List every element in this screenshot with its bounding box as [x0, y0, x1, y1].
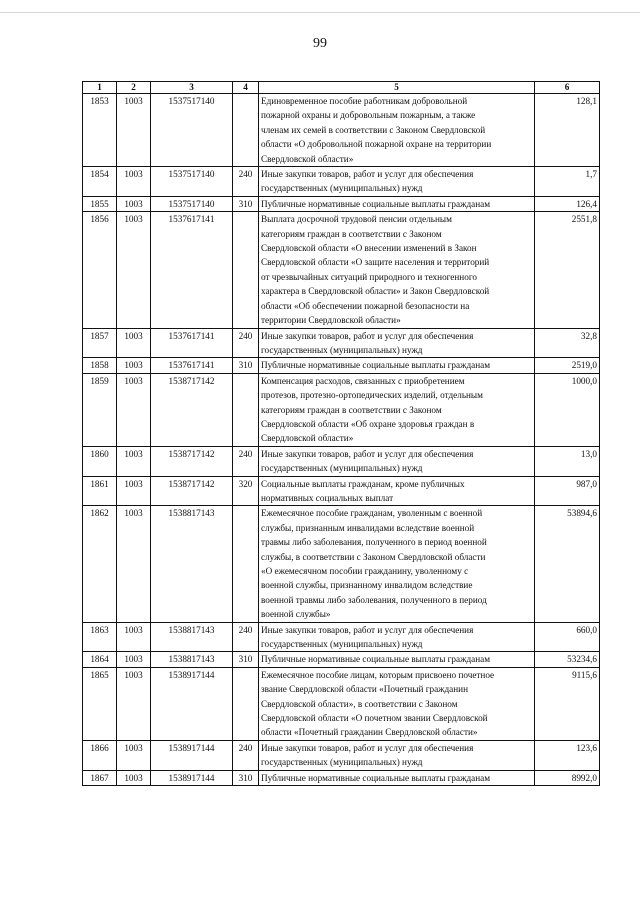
section-code: 1003: [117, 167, 151, 197]
amount: 128,1: [535, 94, 600, 167]
description-line: области «Почетный гражданин Свердловской области»: [261, 727, 478, 738]
expense-description: [259, 94, 535, 167]
amount: 1,7: [535, 167, 600, 197]
row-number: 1861: [83, 476, 117, 506]
page-top-rule: [0, 12, 640, 13]
section-code: 1003: [117, 328, 151, 358]
row-number: 1859: [83, 373, 117, 446]
section-code: 1003: [117, 740, 151, 770]
table-row: [83, 667, 600, 740]
article-code: 1538717142: [151, 476, 233, 506]
article-code: 1538817143: [151, 622, 233, 652]
header-col-1: 1: [83, 82, 117, 94]
article-code: 1538817143: [151, 652, 233, 667]
description-line: Единовременное пособие работникам добровольной: [261, 96, 468, 106]
amount: 2519,0: [535, 358, 600, 373]
description-line: Свердловской области «О почетном звании Свердловской: [261, 713, 488, 724]
row-number: 1867: [83, 770, 117, 785]
article-code: 1537617141: [151, 328, 233, 358]
expense-description: [259, 196, 535, 211]
article-code: 1538717142: [151, 446, 233, 476]
description-line: травмы либо заболевания, полученного в период военной: [261, 537, 487, 548]
expense-description: [259, 328, 535, 358]
table-row: [83, 358, 600, 373]
description-line: Иные закупки товаров, работ и услуг для обеспечения: [261, 742, 474, 753]
amount: 660,0: [535, 622, 600, 652]
expense-kind-code: 320: [233, 476, 259, 506]
header-col-5: 5: [259, 82, 535, 94]
amount: 32,8: [535, 328, 600, 358]
expense-description: [259, 740, 535, 770]
table-header-row: [83, 82, 600, 94]
header-col-4: 4: [233, 82, 259, 94]
amount: 123,6: [535, 740, 600, 770]
expense-description: [259, 652, 535, 667]
header-col-3: 3: [151, 82, 233, 94]
section-code: 1003: [117, 373, 151, 446]
expense-kind-code: 310: [233, 770, 259, 785]
expense-description: [259, 667, 535, 740]
expense-description: [259, 506, 535, 622]
expense-kind-code: [233, 667, 259, 740]
amount: 9115,6: [535, 667, 600, 740]
description-line: военной службы»: [261, 609, 331, 620]
description-line: Свердловской области «О защите населения и территорий: [261, 257, 490, 268]
section-code: 1003: [117, 622, 151, 652]
description-line: государственных (муниципальных) нужд: [261, 463, 423, 474]
table-row: [83, 373, 600, 446]
expense-kind-code: 240: [233, 740, 259, 770]
description-line: Публичные нормативные социальные выплаты гражданам: [261, 360, 491, 371]
description-line: службы, в соответствии с Законом Свердловской области: [261, 551, 486, 562]
description-line: характера в Свердловской области» и Закон Свердловской: [261, 286, 490, 297]
section-code: 1003: [117, 770, 151, 785]
row-number: 1862: [83, 506, 117, 622]
section-code: 1003: [117, 476, 151, 506]
article-code: 1537517140: [151, 94, 233, 167]
description-line: Ежемесячное пособие гражданам, уволенным с военной: [261, 508, 483, 519]
row-number: 1855: [83, 196, 117, 211]
table-row: [83, 740, 600, 770]
description-line: категориям граждан в соответствии с Законом: [261, 228, 442, 239]
expense-description: [259, 167, 535, 197]
section-code: 1003: [117, 94, 151, 167]
description-line: Иные закупки товаров, работ и услуг для обеспечения: [261, 330, 474, 341]
description-line: протезов, протезно-ортопедических изделий, отдельным: [261, 390, 483, 401]
description-line: Свердловской области»: [261, 153, 354, 164]
section-code: 1003: [117, 446, 151, 476]
expense-kind-code: [233, 94, 259, 167]
article-code: 1538917144: [151, 770, 233, 785]
expense-description: [259, 622, 535, 652]
row-number: 1865: [83, 667, 117, 740]
table-row: [83, 167, 600, 197]
row-number: 1858: [83, 358, 117, 373]
amount: 126,4: [535, 196, 600, 211]
description-line: государственных (муниципальных) нужд: [261, 639, 423, 650]
table-row: [83, 446, 600, 476]
description-line: Свердловской области»: [261, 433, 354, 444]
table-row: [83, 212, 600, 328]
expense-kind-code: [233, 212, 259, 328]
expense-description: [259, 476, 535, 506]
table-row: [83, 476, 600, 506]
description-line: Публичные нормативные социальные выплаты гражданам: [261, 772, 491, 783]
amount: 987,0: [535, 476, 600, 506]
row-number: 1860: [83, 446, 117, 476]
article-code: 1537517140: [151, 196, 233, 211]
section-code: 1003: [117, 667, 151, 740]
section-code: 1003: [117, 358, 151, 373]
expense-kind-code: 240: [233, 328, 259, 358]
expense-description: [259, 373, 535, 446]
description-line: Иные закупки товаров, работ и услуг для обеспечения: [261, 448, 474, 459]
article-code: 1538917144: [151, 740, 233, 770]
table-row: [83, 196, 600, 211]
description-line: членам их семей в соответствии с Законом Свердловской: [261, 124, 486, 135]
amount: 53894,6: [535, 506, 600, 622]
row-number: 1856: [83, 212, 117, 328]
header-col-2: 2: [117, 82, 151, 94]
section-code: 1003: [117, 196, 151, 211]
expense-kind-code: 310: [233, 358, 259, 373]
description-line: Свердловской области «О внесении изменений в Закон: [261, 243, 477, 254]
article-code: 1537617141: [151, 212, 233, 328]
article-code: 1538817143: [151, 506, 233, 622]
expense-description: [259, 358, 535, 373]
description-line: военной травмы либо заболевания, полученного в период: [261, 594, 487, 605]
table-row: [83, 622, 600, 652]
expense-kind-code: [233, 373, 259, 446]
row-number: 1857: [83, 328, 117, 358]
description-line: государственных (муниципальных) нужд: [261, 183, 423, 194]
expense-kind-code: 310: [233, 196, 259, 211]
expense-description: [259, 770, 535, 785]
section-code: 1003: [117, 652, 151, 667]
description-line: государственных (муниципальных) нужд: [261, 344, 423, 355]
description-line: пожарной охраны и добровольным пожарным, а также: [261, 110, 476, 121]
description-line: военной службы, признанному инвалидом вследствие: [261, 580, 473, 591]
description-line: категориям граждан в соответствии с Законом: [261, 404, 442, 415]
budget-table: [82, 81, 600, 786]
row-number: 1866: [83, 740, 117, 770]
description-line: звание Свердловской области «Почетный гражданин: [261, 684, 469, 695]
description-line: Иные закупки товаров, работ и услуг для обеспечения: [261, 169, 474, 180]
expense-kind-code: [233, 506, 259, 622]
expense-description: [259, 212, 535, 328]
row-number: 1853: [83, 94, 117, 167]
table-body: [83, 94, 600, 786]
section-code: 1003: [117, 506, 151, 622]
expense-kind-code: 240: [233, 622, 259, 652]
description-line: нормативных социальных выплат: [261, 492, 394, 503]
description-line: Ежемесячное пособие лицам, которым присвоено почетное: [261, 669, 495, 680]
description-line: Свердловской области», в соответствии с Законом: [261, 698, 458, 709]
expense-kind-code: 310: [233, 652, 259, 667]
description-line: области «Об обеспечении пожарной безопасности на: [261, 300, 470, 311]
expense-kind-code: 240: [233, 167, 259, 197]
section-code: 1003: [117, 212, 151, 328]
table-row: [83, 328, 600, 358]
row-number: 1864: [83, 652, 117, 667]
article-code: 1537517140: [151, 167, 233, 197]
description-line: Компенсация расходов, связанных с приобретением: [261, 375, 465, 386]
article-code: 1538917144: [151, 667, 233, 740]
description-line: службы, признанным инвалидами вследствие военной: [261, 522, 475, 533]
amount: 1000,0: [535, 373, 600, 446]
table-row: [83, 506, 600, 622]
description-line: Социальные выплаты гражданам, кроме публичных: [261, 478, 465, 489]
description-line: Иные закупки товаров, работ и услуг для обеспечения: [261, 624, 474, 635]
description-line: Выплата досрочной трудовой пенсии отдельным: [261, 214, 452, 225]
header-col-6: 6: [535, 82, 600, 94]
article-code: 1538717142: [151, 373, 233, 446]
row-number: 1854: [83, 167, 117, 197]
amount: 2551,8: [535, 212, 600, 328]
description-line: «О ежемесячном пособии гражданину, уволенному с: [261, 566, 469, 576]
amount: 8992,0: [535, 770, 600, 785]
expense-description: [259, 446, 535, 476]
description-line: области «О добровольной пожарной охране на территории: [261, 139, 492, 150]
description-line: Публичные нормативные социальные выплаты гражданам: [261, 198, 491, 209]
description-line: Публичные нормативные социальные выплаты гражданам: [261, 654, 491, 665]
table-row: [83, 770, 600, 785]
table-row: [83, 652, 600, 667]
article-code: 1537617141: [151, 358, 233, 373]
page-number: 99: [313, 36, 327, 51]
row-number: 1863: [83, 622, 117, 652]
amount: 53234,6: [535, 652, 600, 667]
description-line: государственных (муниципальных) нужд: [261, 757, 423, 768]
amount: 13,0: [535, 446, 600, 476]
description-line: Свердловской области «Об охране здоровья граждан в: [261, 418, 475, 429]
description-line: от чрезвычайных ситуаций природного и техногенного: [261, 271, 477, 282]
description-line: территории Свердловской области»: [261, 315, 401, 326]
expense-kind-code: 240: [233, 446, 259, 476]
table-row: [83, 94, 600, 167]
